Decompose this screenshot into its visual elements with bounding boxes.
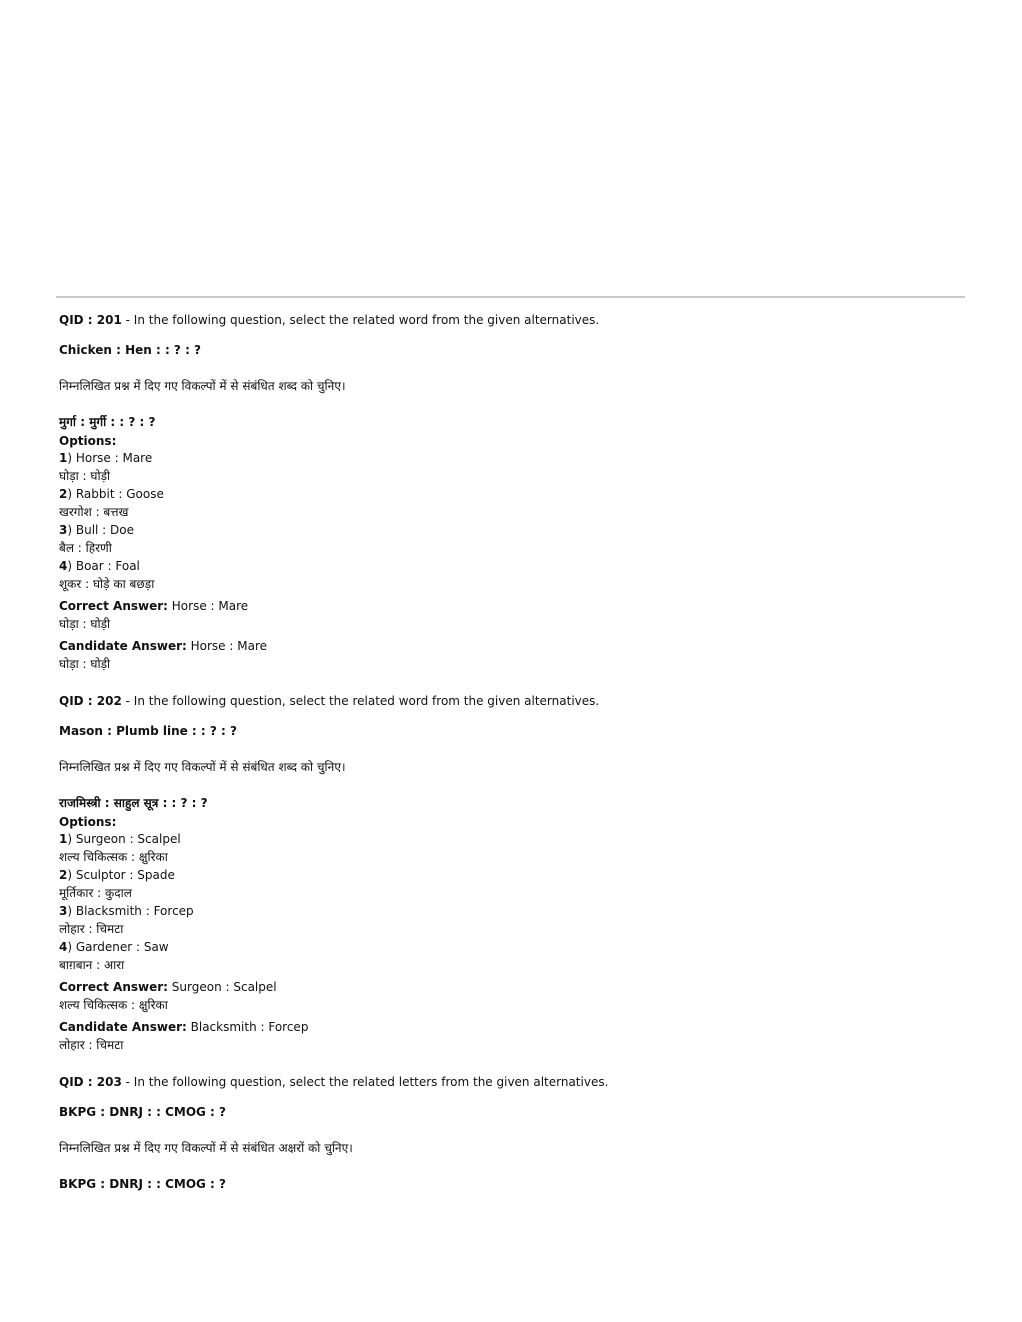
option-3-hi: लोहार : चिमटा <box>59 922 124 936</box>
options-list <box>59 449 959 593</box>
option-number: 4 <box>59 940 68 954</box>
question-201 <box>59 312 959 673</box>
option-text: ) Boar : Foal <box>67 559 140 573</box>
qid-label: QID : 203 <box>59 1075 122 1089</box>
option-text: ) Gardener : Saw <box>67 940 169 954</box>
option-2-en <box>59 866 959 884</box>
qid-line <box>59 1074 959 1091</box>
option-number: 3 <box>59 904 68 918</box>
instruction-hi: निम्नलिखित प्रश्न में दिए गए विकल्पों में से संबंधित शब्द को चुनिए। <box>59 379 346 393</box>
option-text: ) Horse : Mare <box>67 451 153 465</box>
correct-answer-hi: घोड़ा : घोड़ी <box>59 617 111 631</box>
qid-label: QID : 201 <box>59 313 122 327</box>
correct-answer-en <box>59 597 959 615</box>
option-number: 4 <box>59 559 68 573</box>
correct-answer-hi: शल्य चिकित्सक : क्षुरिका <box>59 998 168 1012</box>
option-4-hi: शूकर : घोड़े का बछड़ा <box>59 577 155 591</box>
option-number: 1 <box>59 451 68 465</box>
qid-line <box>59 693 959 710</box>
candidate-answer-label: Candidate Answer: <box>59 1020 187 1034</box>
correct-answer-label: Correct Answer: <box>59 599 168 613</box>
correct-answer <box>59 597 959 633</box>
qid-label: QID : 202 <box>59 694 122 708</box>
question-list <box>59 312 959 1213</box>
correct-answer-en <box>59 978 959 996</box>
instruction-hi: निम्नलिखित प्रश्न में दिए गए विकल्पों में से संबंधित शब्द को चुनिए। <box>59 760 346 774</box>
horizontal-divider <box>56 296 965 298</box>
question-stem-hi: मुर्गा : मुर्गी : : ? : ? <box>59 415 156 429</box>
candidate-answer <box>59 637 959 673</box>
candidate-answer <box>59 1018 959 1054</box>
option-text: ) Rabbit : Goose <box>67 487 164 501</box>
option-4-en <box>59 938 959 956</box>
candidate-answer-text: Blacksmith : Forcep <box>186 1020 309 1034</box>
qid-line <box>59 312 959 329</box>
correct-answer-text: Surgeon : Scalpel <box>167 980 277 994</box>
correct-answer <box>59 978 959 1014</box>
question-stem-hi: BKPG : DNRJ : : CMOG : ? <box>59 1177 226 1191</box>
candidate-answer-hi: लोहार : चिमटा <box>59 1038 124 1052</box>
option-text: ) Blacksmith : Forcep <box>67 904 194 918</box>
options-list <box>59 830 959 974</box>
option-1-hi: घोड़ा : घोड़ी <box>59 469 111 483</box>
option-4-en <box>59 557 959 575</box>
qid-text: - In the following question, select the related letters from the given alternatives. <box>121 1075 609 1089</box>
candidate-answer-en <box>59 1018 959 1036</box>
question-stem-en: Mason : Plumb line : : ? : ? <box>59 724 237 738</box>
question-stem-hi: राजमिस्त्री : साहुल सूत्र : : ? : ? <box>59 796 208 810</box>
options-label: Options: <box>59 434 117 448</box>
option-text: ) Sculptor : Spade <box>67 868 175 882</box>
correct-answer-text: Horse : Mare <box>167 599 249 613</box>
option-3-en <box>59 521 959 539</box>
candidate-answer-label: Candidate Answer: <box>59 639 187 653</box>
option-3-en <box>59 902 959 920</box>
option-text: ) Surgeon : Scalpel <box>67 832 181 846</box>
candidate-answer-en <box>59 637 959 655</box>
option-3-hi: बैल : हिरणी <box>59 541 112 555</box>
options-label: Options: <box>59 815 117 829</box>
option-4-hi: बाग़बान : आरा <box>59 958 125 972</box>
instruction-hi: निम्नलिखित प्रश्न में दिए गए विकल्पों में से संबंधित अक्षरों को चुनिए। <box>59 1141 353 1155</box>
question-stem-en: BKPG : DNRJ : : CMOG : ? <box>59 1105 226 1119</box>
option-1-en <box>59 830 959 848</box>
question-202 <box>59 693 959 1054</box>
option-number: 1 <box>59 832 68 846</box>
correct-answer-label: Correct Answer: <box>59 980 168 994</box>
option-text: ) Bull : Doe <box>67 523 134 537</box>
option-number: 2 <box>59 868 68 882</box>
option-1-en <box>59 449 959 467</box>
option-2-hi: मूर्तिकार : कुदाल <box>59 886 132 900</box>
qid-text: - In the following question, select the related word from the given alternatives. <box>121 694 600 708</box>
qid-text: - In the following question, select the related word from the given alternatives. <box>121 313 600 327</box>
option-2-hi: खरगोश : बत्तख <box>59 505 129 519</box>
option-1-hi: शल्य चिकित्सक : क्षुरिका <box>59 850 168 864</box>
candidate-answer-hi: घोड़ा : घोड़ी <box>59 657 111 671</box>
option-number: 2 <box>59 487 68 501</box>
option-number: 3 <box>59 523 68 537</box>
option-2-en <box>59 485 959 503</box>
question-203 <box>59 1074 959 1193</box>
candidate-answer-text: Horse : Mare <box>186 639 267 653</box>
question-stem-en: Chicken : Hen : : ? : ? <box>59 343 202 357</box>
